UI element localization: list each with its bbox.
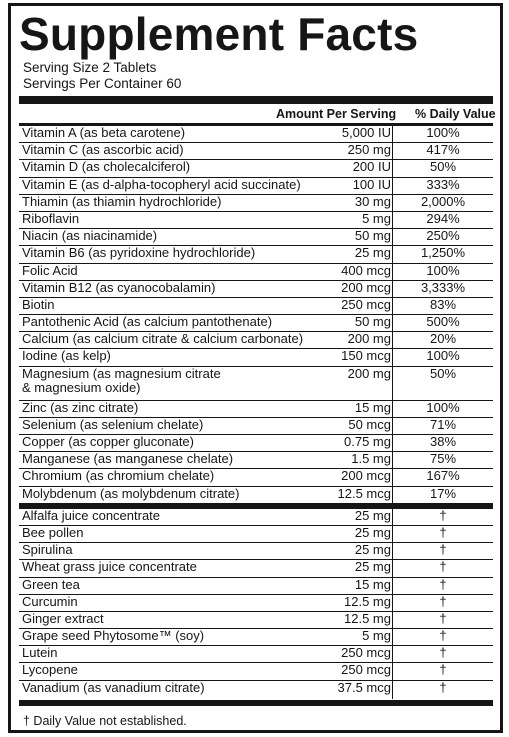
nutrient-row: [19, 367, 493, 401]
nutrient-name: Lycopene: [22, 662, 78, 678]
nutrient-daily-value: 50%: [429, 365, 457, 381]
nutrient-amount: 15 mg: [354, 399, 391, 415]
nutrient-row: [19, 526, 493, 543]
nutrient-row: [19, 681, 493, 698]
column-divider: [392, 469, 394, 487]
column-divider: [392, 418, 394, 436]
nutrient-daily-value: †: [439, 662, 447, 678]
column-divider: [392, 526, 394, 544]
nutrient-daily-value: †: [439, 524, 447, 540]
nutrient-daily-value: †: [439, 542, 447, 558]
column-divider: [392, 663, 394, 681]
nutrient-name: Vanadium (as vanadium citrate): [22, 679, 205, 695]
nutrient-table: [19, 126, 493, 698]
nutrient-name: Vitamin E (as d-alpha-tocopheryl acid succinate): [22, 176, 301, 192]
nutrient-row: [19, 418, 493, 435]
nutrient-row: [19, 160, 493, 177]
column-divider: [392, 332, 394, 350]
nutrient-name: Pantothenic Acid (as calcium pantothenate): [22, 314, 273, 330]
nutrient-daily-value: 100%: [426, 262, 460, 278]
nutrient-name: Grape seed Phytosome™ (soy): [22, 628, 205, 644]
column-divider: [392, 487, 394, 505]
nutrient-amount: 250 mcg: [341, 662, 391, 678]
nutrient-daily-value: †: [439, 559, 447, 575]
nutrient-row: [19, 212, 493, 229]
nutrient-daily-value: 100%: [426, 399, 460, 415]
nutrient-name: Vitamin C (as ascorbic acid): [22, 142, 184, 158]
column-divider: [392, 160, 394, 178]
nutrient-row: [19, 281, 493, 298]
column-divider: [392, 612, 394, 630]
nutrient-daily-value: †: [439, 610, 447, 626]
nutrient-amount: 200 mg: [347, 365, 391, 381]
nutrient-amount: 250 mcg: [341, 296, 391, 312]
column-divider: [392, 143, 394, 161]
column-divider: [392, 646, 394, 664]
nutrient-amount: 25 mg: [354, 559, 391, 575]
nutrient-amount: 200 mcg: [341, 468, 391, 484]
nutrient-daily-value: 75%: [429, 451, 457, 467]
serving-size: Serving Size 2 Tablets: [23, 60, 157, 75]
nutrient-amount: 200 mg: [347, 331, 391, 347]
nutrient-amount: 250 mg: [347, 142, 391, 158]
nutrient-name: Vitamin D (as cholecalciferol): [22, 159, 191, 175]
nutrient-row: [19, 178, 493, 195]
nutrient-row: [19, 509, 493, 526]
nutrient-daily-value: 417%: [426, 142, 460, 158]
nutrient-amount: 25 mg: [354, 524, 391, 540]
nutrient-name: Niacin (as niacinamide): [22, 228, 158, 244]
nutrient-name: Calcium (as calcium citrate & calcium carbonate): [22, 331, 304, 347]
nutrient-amount: 12.5 mg: [344, 593, 391, 609]
nutrient-row: [19, 612, 493, 629]
servings-per-container: Servings Per Container 60: [23, 76, 182, 91]
nutrient-amount: 37.5 mcg: [337, 679, 391, 695]
nutrient-daily-value: †: [439, 593, 447, 609]
nutrient-name: Iodine (as kelp): [22, 348, 111, 364]
label-title: Supplement Facts: [19, 8, 419, 60]
nutrient-name: Alfalfa juice concentrate: [22, 507, 161, 523]
nutrient-row: [19, 435, 493, 452]
nutrient-row: [19, 229, 493, 246]
nutrient-name: Wheat grass juice concentrate: [22, 559, 197, 575]
nutrient-name: Zinc (as zinc citrate): [22, 399, 139, 415]
nutrient-daily-value: 3,333%: [420, 279, 466, 295]
nutrient-daily-value: †: [439, 645, 447, 661]
column-divider: [392, 126, 394, 144]
nutrient-amount: 200 mcg: [341, 279, 391, 295]
amount-header: Amount Per Serving: [276, 107, 397, 121]
nutrient-amount: 25 mg: [354, 542, 391, 558]
nutrient-daily-value: 2,000%: [420, 193, 466, 209]
nutrient-name: Riboflavin: [22, 210, 80, 226]
nutrient-amount: 50 mg: [354, 314, 391, 330]
nutrient-row: [19, 332, 493, 349]
column-divider: [392, 560, 394, 578]
nutrient-daily-value: 100%: [426, 125, 460, 140]
column-divider: [392, 264, 394, 282]
nutrient-name: Vitamin A (as beta carotene): [22, 125, 186, 140]
nutrient-name: Green tea: [22, 576, 80, 592]
nutrient-name: Copper (as copper gluconate): [22, 434, 194, 449]
nutrient-name: Spirulina: [22, 542, 73, 558]
column-divider: [392, 543, 394, 561]
nutrient-row: [19, 487, 493, 504]
nutrient-row: [19, 126, 493, 143]
column-divider: [392, 452, 394, 470]
column-divider: [392, 315, 394, 333]
nutrient-name: Chromium (as chromium chelate): [22, 468, 215, 484]
nutrient-row: [19, 629, 493, 646]
nutrient-row: [19, 578, 493, 595]
nutrient-name: Lutein: [22, 645, 58, 661]
nutrient-name: Magnesium (as magnesium citrate & magnesium oxide): [22, 365, 221, 396]
nutrient-name: Molybdenum (as molybdenum citrate): [22, 485, 240, 501]
nutrient-daily-value: 167%: [426, 468, 460, 484]
column-divider: [392, 435, 394, 453]
nutrient-amount: 50 mg: [354, 228, 391, 244]
nutrient-name: Curcumin: [22, 593, 78, 609]
nutrient-daily-value: 500%: [426, 314, 460, 330]
nutrient-daily-value: 38%: [429, 434, 457, 449]
footnote: † Daily Value not established.: [23, 714, 187, 728]
nutrient-name: Vitamin B12 (as cyanocobalamin): [22, 279, 216, 295]
nutrient-amount: 12.5 mg: [344, 610, 391, 626]
nutrient-daily-value: 83%: [429, 296, 457, 312]
nutrient-amount: 25 mg: [354, 245, 391, 261]
nutrient-amount: 5 mg: [362, 210, 391, 226]
column-divider: [392, 246, 394, 264]
nutrient-row: [19, 195, 493, 212]
nutrient-daily-value: †: [439, 628, 447, 644]
nutrient-row: [19, 315, 493, 332]
nutrient-row: [19, 543, 493, 560]
nutrient-row: [19, 452, 493, 469]
nutrient-daily-value: 1,250%: [420, 245, 466, 261]
nutrient-daily-value: †: [439, 679, 447, 695]
nutrient-row: [19, 298, 493, 315]
nutrient-amount: 1.5 mg: [351, 451, 391, 467]
column-divider: [392, 595, 394, 613]
column-divider: [392, 178, 394, 196]
nutrient-name: Vitamin B6 (as pyridoxine hydrochloride): [22, 245, 256, 261]
nutrient-amount: 100 IU: [352, 176, 391, 192]
nutrient-daily-value: 294%: [426, 210, 460, 226]
nutrient-daily-value: †: [439, 576, 447, 592]
nutrient-name: Manganese (as manganese chelate): [22, 451, 234, 467]
nutrient-daily-value: 71%: [429, 416, 457, 432]
nutrient-amount: 30 mg: [354, 193, 391, 209]
bottom-thick-rule: [19, 700, 493, 706]
nutrient-daily-value: 20%: [429, 331, 457, 347]
nutrient-amount: 15 mg: [354, 576, 391, 592]
nutrient-name: Thiamin (as thiamin hydrochloride): [22, 193, 222, 209]
nutrient-amount: 5 mg: [362, 628, 391, 644]
daily-value-header: % Daily Value: [415, 107, 496, 121]
nutrient-amount: 5,000 IU: [341, 125, 391, 140]
nutrient-name: Ginger extract: [22, 610, 104, 626]
column-divider: [392, 629, 394, 647]
column-header: [11, 107, 500, 123]
nutrient-name: Folic Acid: [22, 262, 78, 278]
nutrient-amount: 200 IU: [352, 159, 391, 175]
column-divider: [392, 578, 394, 596]
column-divider: [392, 367, 394, 402]
nutrient-amount: 12.5 mcg: [337, 485, 391, 501]
nutrient-name: Bee pollen: [22, 524, 84, 540]
nutrient-amount: 250 mcg: [341, 645, 391, 661]
nutrient-amount: 150 mcg: [341, 348, 391, 364]
nutrient-row: [19, 595, 493, 612]
column-divider: [392, 281, 394, 299]
supplement-facts-panel: [8, 3, 503, 733]
nutrient-row: [19, 560, 493, 577]
column-divider: [392, 195, 394, 213]
nutrient-amount: 25 mg: [354, 507, 391, 523]
column-divider: [392, 509, 394, 527]
nutrient-name: Biotin: [22, 296, 55, 312]
column-divider: [392, 681, 394, 700]
nutrient-row: [19, 349, 493, 366]
nutrient-row: [19, 469, 493, 486]
nutrient-row: [19, 401, 493, 418]
nutrient-row: [19, 143, 493, 160]
top-thick-rule: [19, 96, 493, 104]
nutrient-amount: 50 mcg: [348, 416, 391, 432]
column-divider: [392, 298, 394, 316]
column-divider: [392, 401, 394, 419]
nutrient-daily-value: 50%: [429, 159, 457, 175]
nutrient-name: Selenium (as selenium chelate): [22, 416, 204, 432]
nutrient-row: [19, 663, 493, 680]
nutrient-row: [19, 264, 493, 281]
column-divider: [392, 229, 394, 247]
nutrient-daily-value: 250%: [426, 228, 460, 244]
nutrient-amount: 400 mcg: [341, 262, 391, 278]
column-divider: [392, 212, 394, 230]
nutrient-daily-value: 333%: [426, 176, 460, 192]
nutrient-daily-value: 100%: [426, 348, 460, 364]
nutrient-daily-value: 17%: [429, 485, 457, 501]
nutrient-daily-value: †: [439, 507, 447, 523]
nutrient-row: [19, 246, 493, 263]
nutrient-amount: 0.75 mg: [344, 434, 391, 449]
nutrient-row: [19, 646, 493, 663]
column-divider: [392, 349, 394, 367]
